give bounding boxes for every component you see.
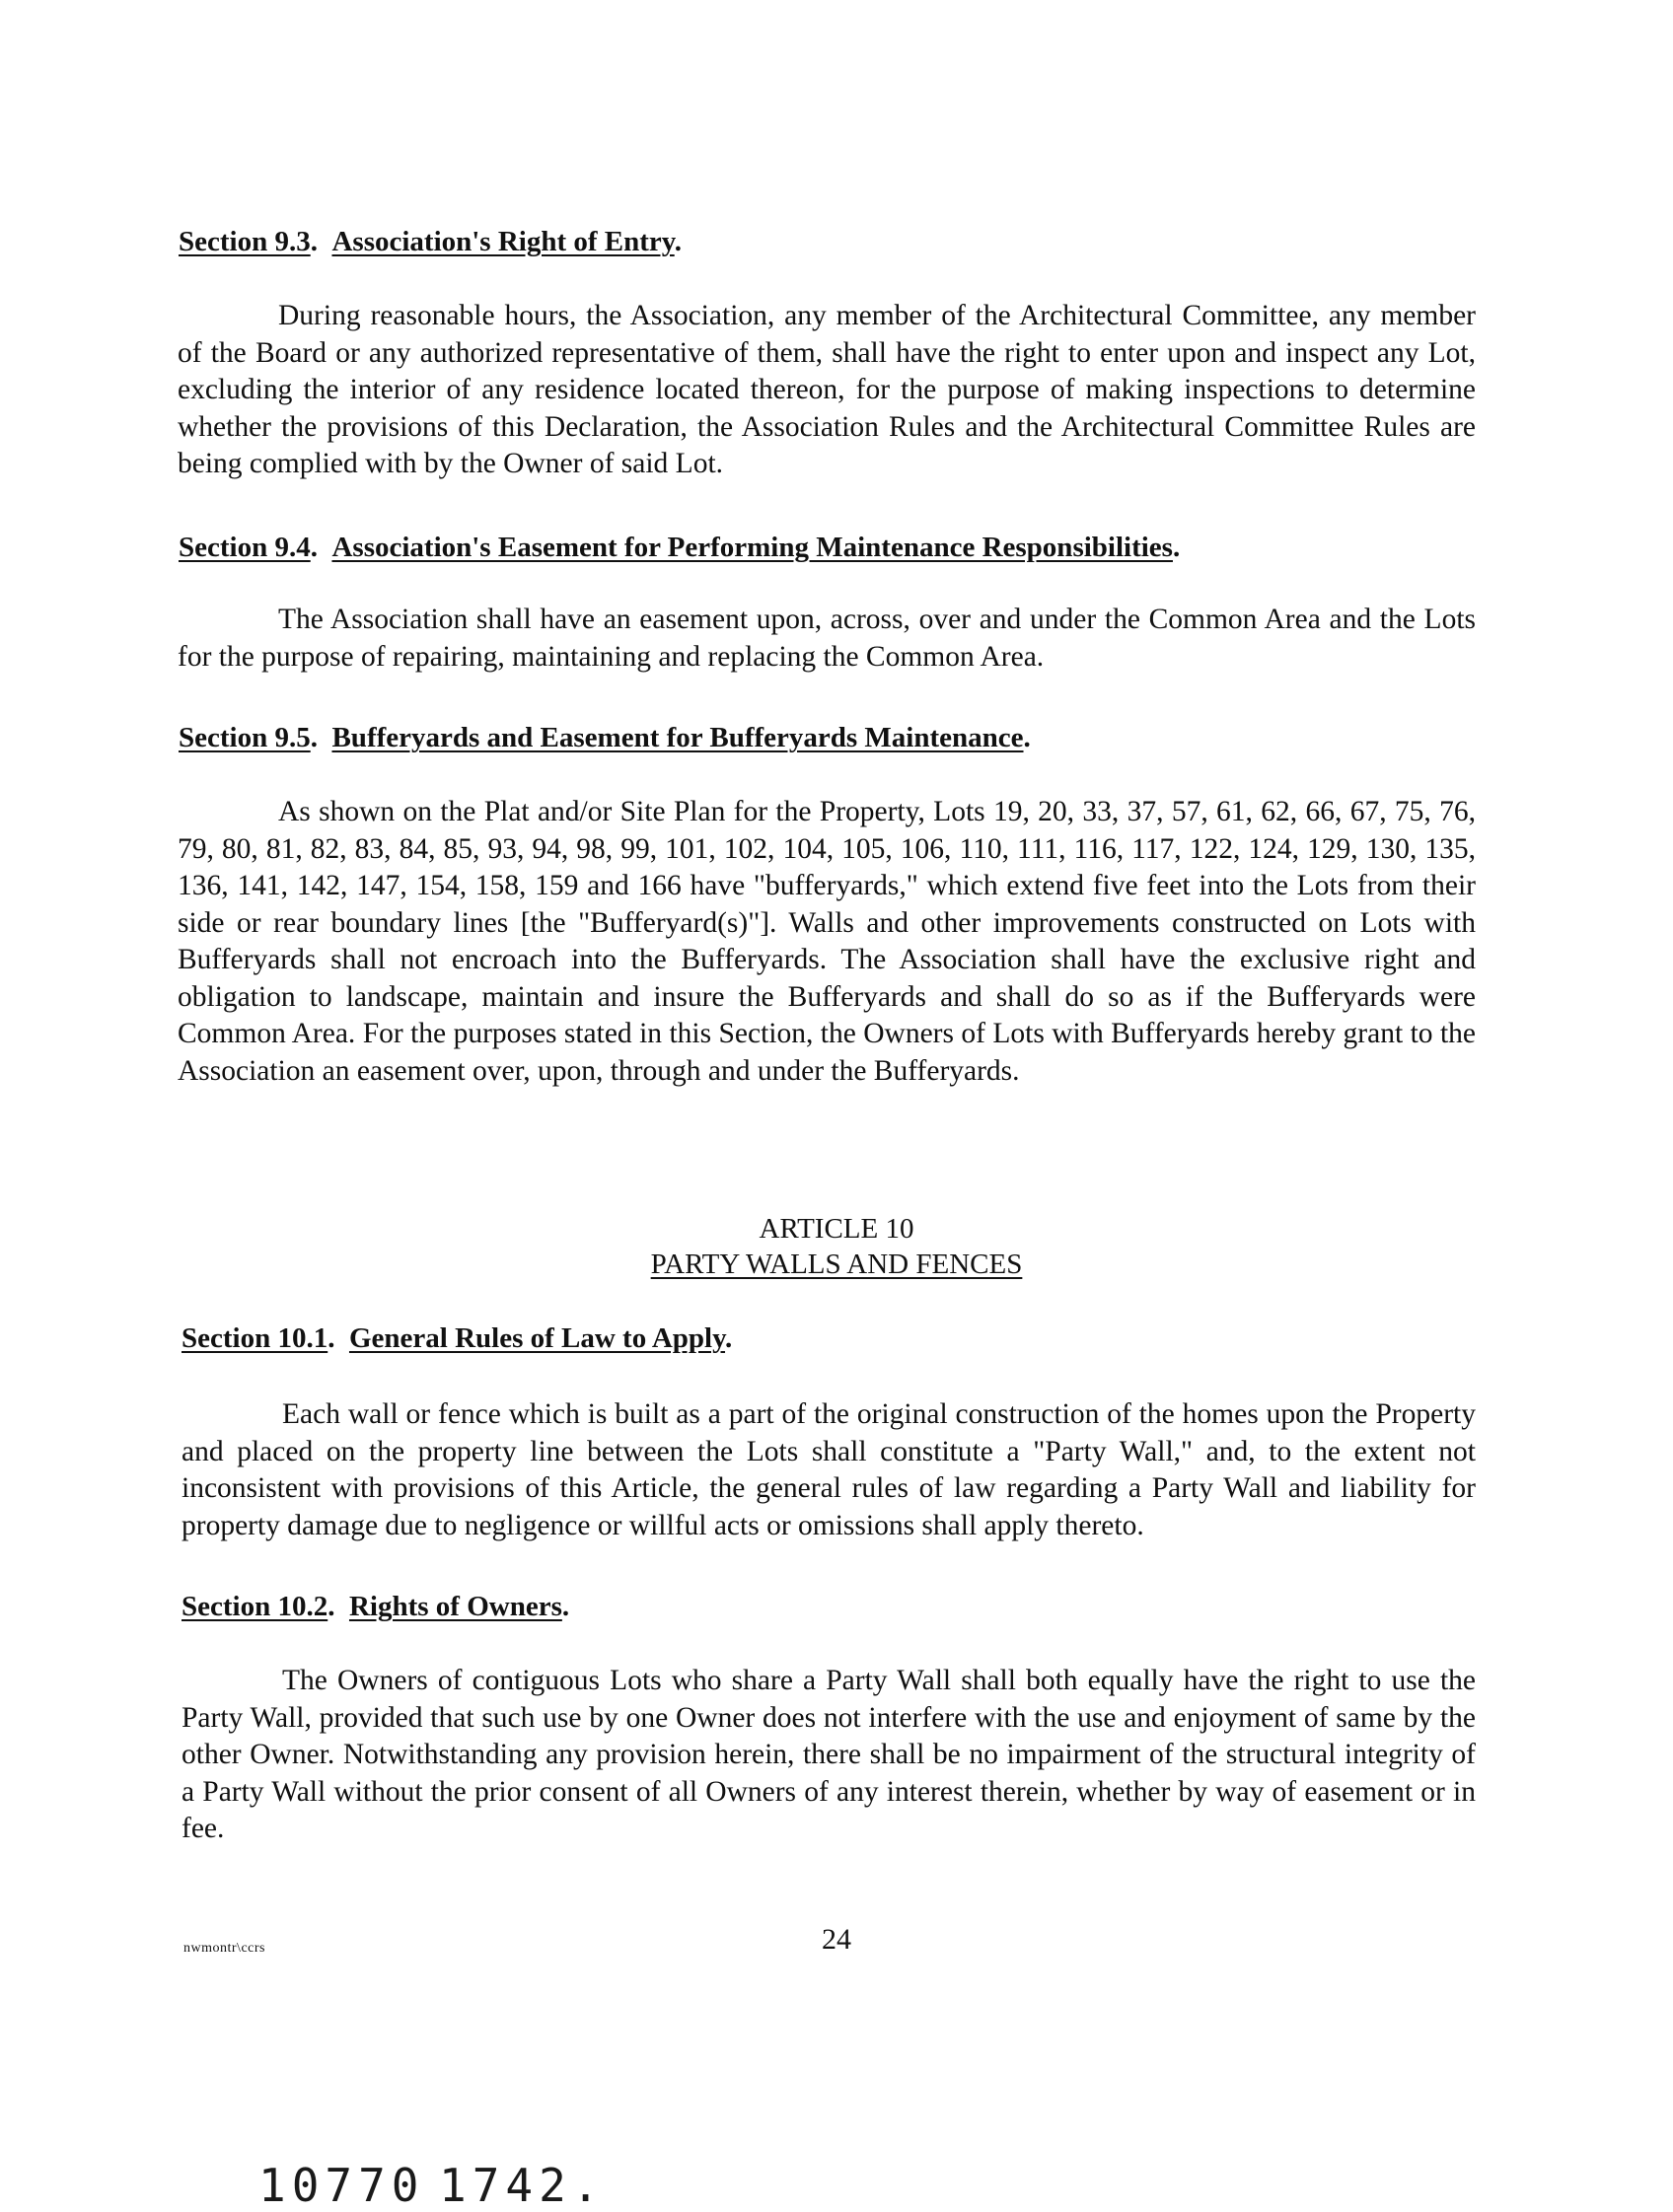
section-body: During reasonable hours, the Association, any member of the Architectural Committee, any member of the Board or any authorized representative of them, shall have the right to enter upon and inspect any Lot, excluding the interior of any residence located thereon, for the purpose of making inspections to determine whether the provisions of this Declaration, the Association Rules and the Architectural Committee Rules are being complied with by the Owner of said Lot.: [178, 300, 1476, 479]
section-body: The Owners of contiguous Lots who share a Party Wall shall both equally have the right to use the Party Wall, provided that such use by one Owner does not interfere with the use and enjoyment of same by the other Owner. Notwithstanding any provision herein, there shall be no impairment of the structural integrity of a Party Wall without the prior consent of all Owners of any interest therein, whether by way of easement or in fee.: [182, 1665, 1476, 1844]
section-heading: Section 10.1. General Rules of Law to Apply.: [182, 1322, 733, 1354]
section-number: Section 9.3: [179, 226, 311, 257]
section-title: Association's Right of Entry: [331, 226, 675, 257]
page-number: 24: [822, 1923, 851, 1956]
section-body: Each wall or fence which is built as a part of the original construction of the homes upon the Property and placed on the property line between the Lots shall constitute a "Party Wall," and, to the extent not inconsistent with provisions of this Article, the general rules of law regarding a Party Wall and liability for property damage due to negligence or willful acts or omissions shall apply thereto.: [182, 1398, 1476, 1541]
section-number: Section 10.2: [182, 1591, 328, 1622]
section-title: Bufferyards and Easement for Bufferyards Maintenance: [331, 722, 1024, 753]
section-body: As shown on the Plat and/or Site Plan for the Property, Lots 19, 20, 33, 37, 57, 61, 62, 66, 67, 75, 76, 79, 80, 81, 82, 83, 84, 85, 93, 94, 98, 99, 101, 102, 104, 105, 106, 110, 111, 116, 117, 122, 124, 129, 130, 135, 136, 141, 142, 147, 154, 158, 159 and 166 have "bufferyards," which extend five feet into the Lots from their side or rear boundary lines [the "Bufferyard(s)"]. Walls and other improvements constructed on Lots with Bufferyards shall not encroach into the Bufferyards. The Association shall have the exclusive right and obligation to landscape, maintain and insure the Bufferyards and shall do so as if the Bufferyards were Common Area. For the purposes stated in this Section, the Owners of Lots with Bufferyards hereby grant to the Association an easement over, upon, through and under the Bufferyards.: [178, 796, 1476, 1087]
section-heading: Section 9.4. Association's Easement for Performing Maintenance Responsibilities.: [179, 532, 1181, 563]
section-heading: Section 9.5. Bufferyards and Easement for Bufferyards Maintenance.: [179, 722, 1031, 753]
section-number: Section 9.4: [179, 532, 311, 563]
article-title: PARTY WALLS AND FENCES: [650, 1249, 1023, 1280]
recording-page-number: 1742.: [439, 2159, 606, 2212]
section-number: Section 10.1: [182, 1322, 328, 1354]
recording-book-number: 10770: [258, 2159, 425, 2212]
article-heading: [0, 1211, 1673, 1282]
article-label: ARTICLE 10: [759, 1213, 914, 1245]
section-title: General Rules of Law to Apply: [348, 1322, 726, 1354]
section-body: The Association shall have an easement upon, across, over and under the Common Area and the Lots for the purpose of repairing, maintaining and replacing the Common Area.: [178, 604, 1476, 673]
section-title: Association's Easement for Performing Maintenance Responsibilities: [331, 532, 1173, 563]
section-title: Rights of Owners: [348, 1591, 562, 1622]
section-heading: Section 10.2. Rights of Owners.: [182, 1591, 570, 1622]
section-number: Section 9.5: [179, 722, 311, 753]
footer-file-code: nwmontr\ccrs: [183, 1941, 265, 1956]
section-heading: Section 9.3. Association's Right of Entry.: [179, 226, 682, 257]
